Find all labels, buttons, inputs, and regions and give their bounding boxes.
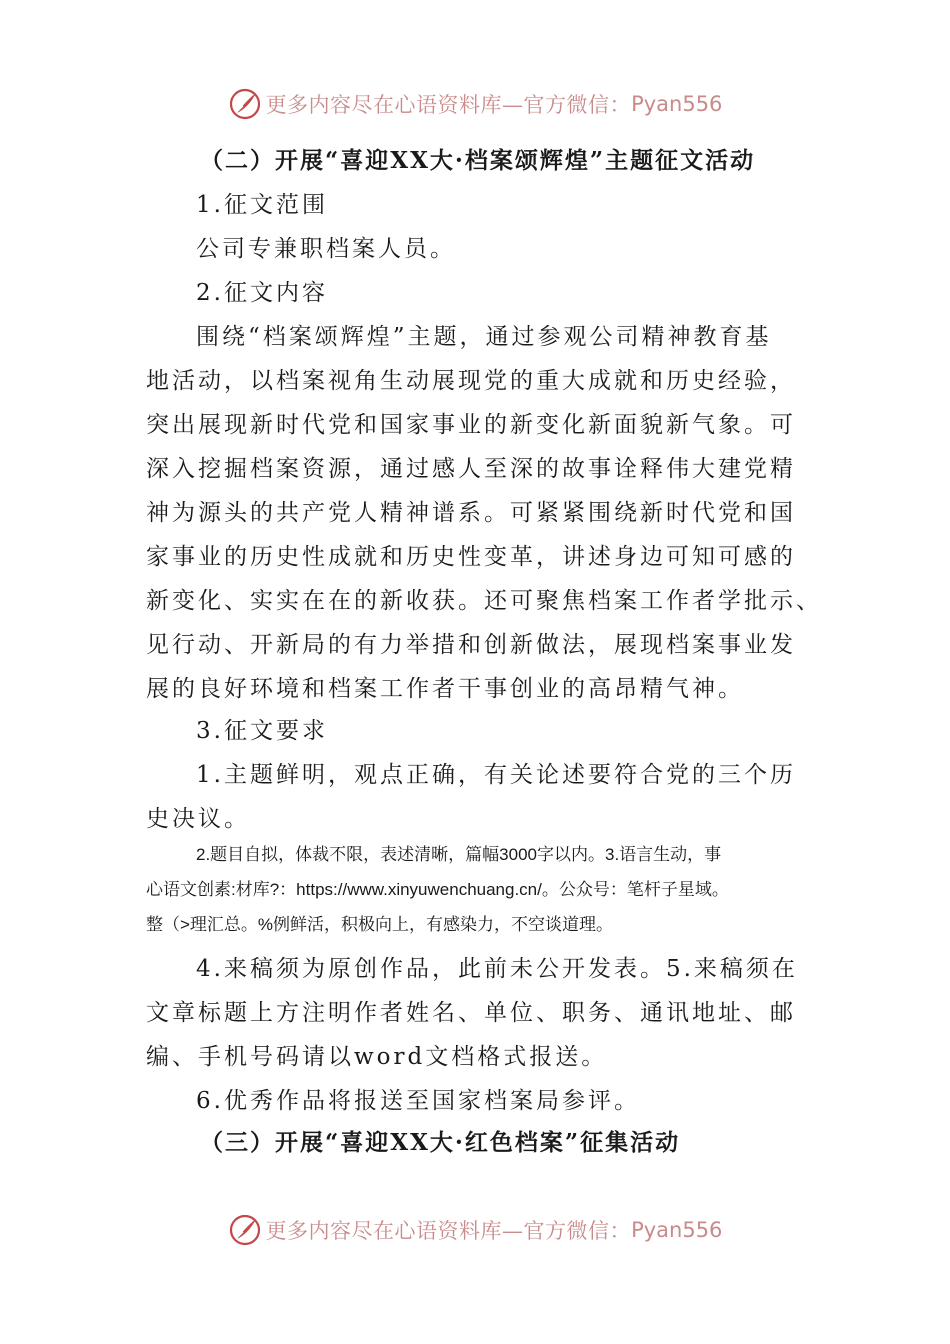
paragraph-line: 6.优秀作品将报送至国家档案局参评。	[196, 1088, 640, 1114]
footer-watermark-banner	[0, 1210, 950, 1250]
banner-text: 更多内容尽在心语资料库—官方微信：	[265, 93, 632, 117]
paragraph-line: 新变化、实实在在的新收获。还可聚焦档案工作者学批示、	[146, 588, 822, 614]
small-text-line: 2.题目自拟，体裁不限，表述清晰，篇幅3000字以内。3.语言生动，事	[196, 845, 722, 864]
paragraph-line: 1.主题鲜明，观点正确，有关论述要符合党的三个历	[196, 762, 796, 788]
paragraph-line: 展的良好环境和档案工作者干事创业的高昂精气神。	[146, 676, 744, 702]
subheading-requirements: 3.征文要求	[196, 718, 328, 744]
banner-wechat-id: Pyan556	[631, 92, 723, 116]
paragraph-line: 突出展现新时代党和国家事业的新变化新面貌新气象。可	[146, 412, 796, 438]
paragraph-line: 地活动，以档案视角生动展现党的重大成就和历史经验，	[146, 368, 796, 394]
paragraph-line: 史决议。	[146, 806, 250, 832]
paragraph-line: 深入挖掘档案资源，通过感人至深的故事诠释伟大建党精	[146, 456, 796, 482]
paragraph-line: 见行动、开新局的有力举措和创新做法，展现档案事业发	[146, 632, 796, 658]
paragraph-line: 编、手机号码请以word文档格式报送。	[146, 1044, 608, 1070]
quill-logo-icon	[228, 87, 262, 121]
paragraph-line: 神为源头的共产党人精神谱系。可紧紧围绕新时代党和国	[146, 500, 796, 526]
heading-section-2: （二）开展“喜迎XX大·档案颂辉煌”主题征文活动	[200, 147, 756, 174]
quill-logo-icon	[228, 1213, 262, 1247]
banner-text: 更多内容尽在心语资料库—官方微信：	[265, 1219, 632, 1243]
banner-wechat-id: Pyan556	[631, 1218, 723, 1242]
small-text-line: 心语文创素:材库?：https://www.xinyuwenchuang.cn/。公众号：笔杆子星域。	[146, 880, 729, 899]
small-text-line: 整（>理汇总。%例鲜活，积极向上，有感染力，不空谈道理。	[146, 915, 614, 934]
paragraph-line: 4.来稿须为原创作品，此前未公开发表。5.来稿须在	[196, 956, 798, 982]
header-watermark-banner	[0, 84, 950, 124]
heading-section-3: （三）开展“喜迎XX大·红色档案”征集活动	[200, 1129, 681, 1156]
paragraph-scope: 公司专兼职档案人员。	[196, 236, 456, 262]
paragraph-line: 围绕“档案颂辉煌”主题，通过参观公司精神教育基	[196, 324, 772, 350]
paragraph-line: 家事业的历史性成就和历史性变革，讲述身边可知可感的	[146, 544, 796, 570]
subheading-content: 2.征文内容	[196, 280, 328, 306]
subheading-scope: 1.征文范围	[196, 192, 328, 218]
paragraph-line: 文章标题上方注明作者姓名、单位、职务、通讯地址、邮	[146, 1000, 796, 1026]
